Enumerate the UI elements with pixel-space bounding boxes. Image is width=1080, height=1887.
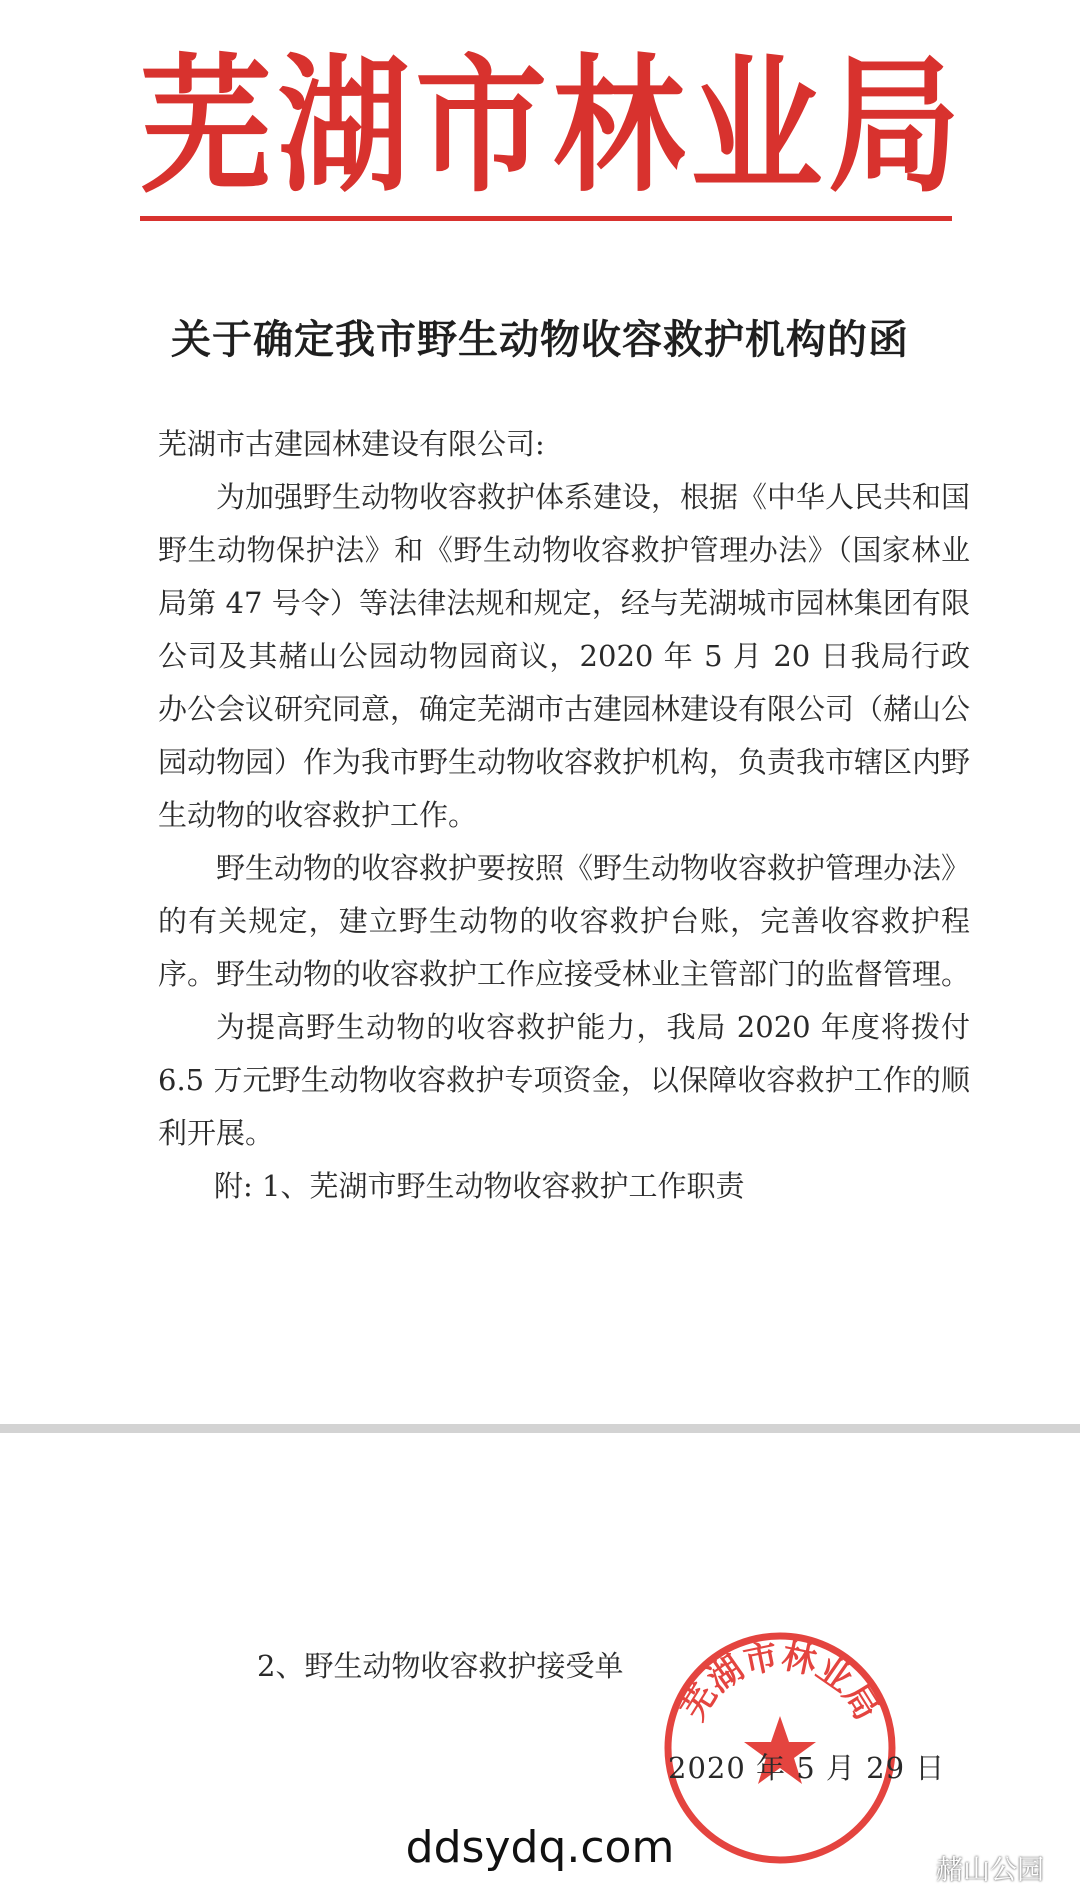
letterhead-char: 林	[552, 40, 685, 214]
letterhead-char: 局	[827, 40, 960, 214]
letterhead	[140, 42, 960, 212]
salutation: 芜湖市古建园林建设有限公司:	[158, 427, 545, 461]
account-tag	[892, 1848, 1044, 1887]
document-date: 2020 年 5 月 29 日	[668, 1751, 946, 1785]
document-title: 关于确定我市野生动物收容救护机构的函	[171, 316, 909, 363]
paragraph: 野生动物的收容救护要按照《野生动物收容救护管理办法》的有关规定，建立野生动物的收容救护台账，完善收容救护程序。野生动物的收容救护工作应接受林业主管部门的监督管理。	[158, 851, 971, 991]
page-separator	[0, 1424, 1080, 1433]
annex-item: 2、野生动物收容救护接受单	[257, 1649, 624, 1683]
letterhead-char: 湖	[277, 40, 410, 214]
letterhead-rule	[140, 216, 952, 221]
letterhead-char: 市	[415, 40, 548, 214]
watermark: ddsydq.com	[405, 1822, 675, 1873]
paragraph: 为加强野生动物收容救护体系建设，根据《中华人民共和国野生动物保护法》和《野生动物收容救护管理办法》（国家林业局第 47 号令）等法律法规和规定，经与芜湖城市园林集团有限公司及其赭山公园动物园商议，2020 年 5 月 20 日我局行政办公会议研究同意，确定芜湖市古建园林建设有限公司（赭山公园动物园）作为我市野生动物收容救护机构，负责我市辖区内野生动物的收容救护工作。	[158, 480, 971, 832]
annex-item: 附: 1、芜湖市野生动物收容救护工作职责	[214, 1169, 745, 1203]
paragraph: 为提高野生动物的收容救护能力，我局 2020 年度将拨付 6.5 万元野生动物收容救护专项资金，以保障收容救护工作的顺利开展。	[158, 1010, 970, 1150]
seal-text: 芜湖市林业局	[673, 1636, 887, 1728]
wechat-icon	[892, 1854, 928, 1882]
account-name: 赭山公园	[936, 1855, 1044, 1886]
letterhead-char: 芜	[140, 40, 272, 214]
letterhead-char: 业	[690, 40, 823, 214]
